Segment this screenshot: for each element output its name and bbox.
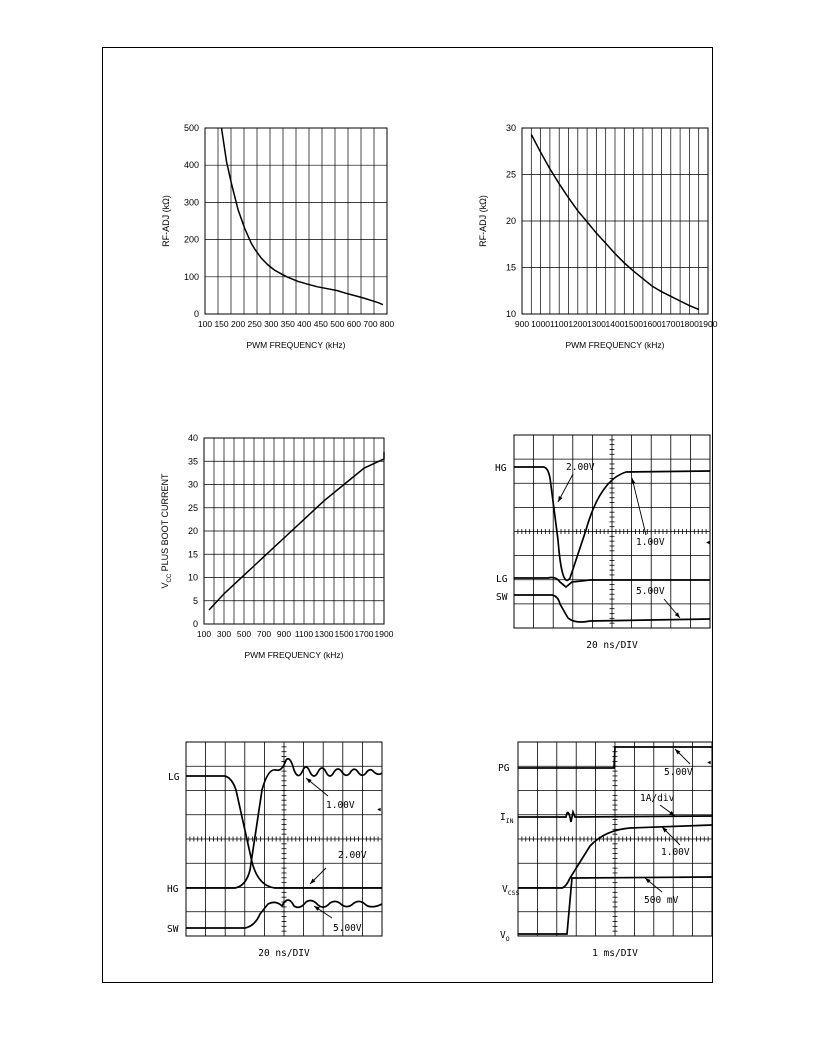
x-tick-label: 1800	[679, 319, 699, 329]
x-tick-label: 1100	[294, 629, 314, 639]
y-tick-label: 15	[505, 262, 516, 273]
chart-vcc-current	[160, 433, 394, 660]
y-axis-label-rest: PLUS BOOT CURRENT	[160, 473, 170, 574]
x-tick-label: 800	[379, 319, 395, 329]
y-tick-label: 100	[183, 271, 199, 282]
x-tick-label: 100	[196, 629, 212, 639]
annotation-5v: 5.00V	[333, 923, 362, 934]
x-tick-label: 200	[230, 319, 246, 329]
x-tick-label: 1400	[605, 319, 625, 329]
y-tick-label: 0	[192, 619, 198, 629]
x-axis-label: PWM FREQUENCY (kHz)	[244, 650, 344, 660]
x-tick-label: 300	[264, 319, 279, 329]
x-tick-label: 400	[297, 319, 312, 329]
x-tick-label: 500	[236, 629, 252, 639]
x-axis-label: PWM FREQUENCY (kHz)	[565, 340, 665, 350]
x-tick-label: 1300	[586, 319, 606, 329]
chart-rfadj-high	[478, 123, 718, 350]
channel-label-vcss-sub: CSS	[507, 889, 520, 897]
annotation-500mv: 500 mV	[644, 895, 679, 906]
y-axis-label: $V_{CC}$ PLUS BOOT CURRENT	[160, 473, 173, 589]
y-tick-label: 40	[187, 433, 198, 443]
x-tick-label: 900	[514, 319, 530, 329]
x-tick-label: 1700	[661, 319, 681, 329]
marker-1v: ◂	[376, 804, 382, 815]
x-tick-label: 300	[216, 629, 232, 639]
y-tick-label: 20	[187, 526, 198, 536]
annotation-2v: 2.00V	[566, 462, 595, 473]
x-tick-label: 1700	[354, 629, 374, 639]
y-tick-label: 30	[505, 123, 516, 133]
y-tick-label: 25	[187, 502, 198, 513]
annotation-5v: 5.00V	[636, 586, 665, 597]
scope-time-label: 1 ms/DIV	[592, 948, 638, 959]
annotation-5v: 5.00V	[664, 767, 693, 778]
scope-time-label: 20 ns/DIV	[586, 640, 638, 651]
channel-label-vo-sub: O	[505, 935, 510, 943]
annotation-1a: 1A/div	[640, 793, 675, 804]
y-axis-label: RF-ADJ (kΩ)	[478, 195, 488, 247]
x-tick-label: 100	[197, 319, 213, 329]
y-tick-label: 20	[505, 216, 516, 226]
x-tick-label: 1100	[550, 319, 569, 329]
channel-label-lg: LG	[496, 574, 508, 585]
y-tick-label: 5	[192, 595, 198, 606]
y-tick-label: 10	[187, 572, 198, 583]
channel-label-lg: LG	[168, 772, 180, 783]
x-axis-label: PWM FREQUENCY (kHz)	[246, 340, 346, 350]
annotation-arrowhead	[669, 811, 675, 816]
channel-label-sw: SW	[167, 924, 179, 935]
annotation-2v: 2.00V	[338, 850, 367, 861]
x-tick-label: 900	[276, 629, 292, 639]
annotation-1v: 1.00V	[326, 800, 355, 811]
y-tick-label: 35	[187, 456, 198, 467]
x-tick-label: 1300	[314, 629, 334, 639]
x-tick-label: 450	[313, 319, 328, 329]
x-tick-label: 350	[280, 319, 295, 329]
channel-label-pg: PG	[498, 763, 510, 774]
channel-label-iin-sub: IN	[505, 817, 514, 825]
annotation-arrowhead	[558, 496, 562, 502]
y-tick-label: 500	[183, 123, 199, 133]
y-tick-label: 15	[187, 549, 198, 560]
x-tick-label: 1500	[334, 629, 354, 639]
annotation-1v: 1.00V	[661, 847, 690, 858]
y-tick-label: 10	[505, 309, 516, 319]
scope-time-label: 20 ns/DIV	[258, 948, 310, 959]
y-tick-label: 0	[193, 309, 199, 319]
series-line	[222, 128, 383, 305]
x-tick-label: 1000	[531, 319, 551, 329]
x-tick-label: 250	[247, 319, 262, 329]
annotation-arrowhead	[631, 478, 635, 484]
annotation-1v: 1.00V	[636, 537, 665, 548]
x-tick-label: 1900	[698, 319, 718, 329]
chart-rfadj-low	[161, 123, 394, 350]
y-tick-label: 300	[183, 197, 199, 208]
x-tick-label: 500	[330, 319, 345, 329]
channel-label-vo: $V_O$	[500, 930, 510, 943]
marker-1v: ◂	[705, 537, 711, 548]
y-tick-label: 400	[183, 160, 199, 171]
y-axis-label: RF-ADJ (kΩ)	[161, 195, 171, 247]
channel-label-sw: SW	[496, 592, 508, 603]
marker-pg: ◂	[706, 757, 712, 768]
x-tick-label: 1600	[642, 319, 662, 329]
channel-label-hg: HG	[167, 884, 179, 895]
x-tick-label: 1200	[568, 319, 588, 329]
channel-label-vcss: $V_{CSS}$	[502, 884, 520, 897]
x-tick-label: 1500	[624, 319, 644, 329]
annotation-arrow	[632, 478, 646, 535]
channel-label-hg: HG	[495, 463, 507, 474]
y-tick-label: 200	[183, 234, 199, 245]
x-tick-label: 700	[256, 629, 272, 639]
x-tick-label: 600	[346, 319, 362, 329]
y-tick-label: 30	[187, 479, 198, 490]
x-tick-label: 700	[363, 319, 378, 329]
x-tick-label: 150	[214, 319, 229, 329]
y-tick-label: 25	[505, 169, 516, 180]
y-axis-label-sub: CC	[167, 573, 173, 583]
channel-label-iin: $I_{IN}$	[500, 812, 514, 825]
x-tick-label: 1900	[374, 629, 394, 639]
